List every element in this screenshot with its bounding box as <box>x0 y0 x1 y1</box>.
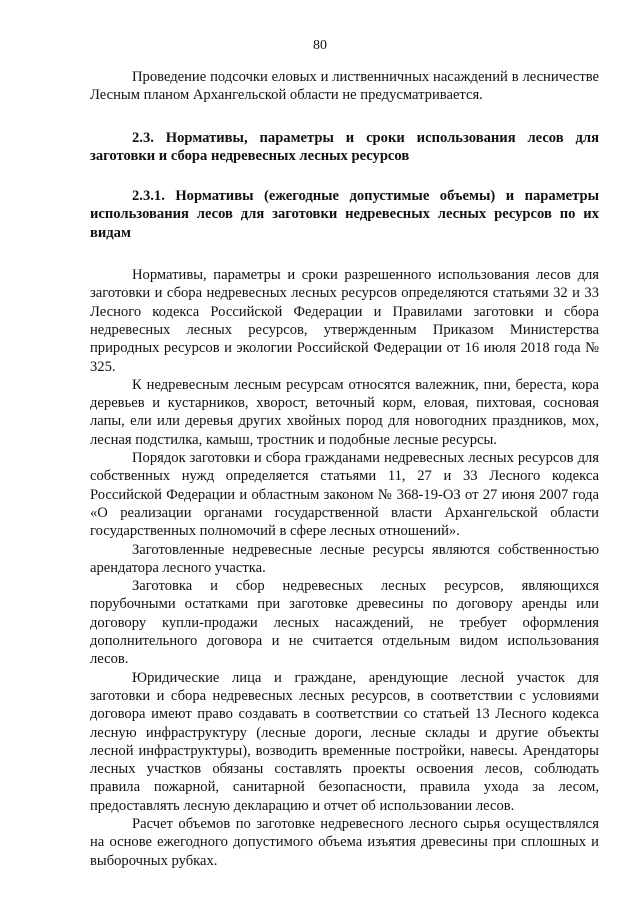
body-paragraph: Расчет объемов по заготовке недревесного лесного сырья осуществлялся на основе ежегодного допустимого объема изъятия древесины при сплошных и выборочных рубках. <box>90 815 599 869</box>
body-paragraph: Порядок заготовки и сбора гражданами недревесных лесных ресурсов для собственных нужд определяется статьями 11, 27 и 33 Лесного кодекса Российской Федерации и областным законом № 368-19-ОЗ от 27 июня 2007 года «О реализации органами государственной власти Архангельской области государственных полномочий в сфере лесных отношений». <box>90 450 599 540</box>
page-content <box>90 68 599 870</box>
body-paragraph: Нормативы, параметры и сроки разрешенного использования лесов для заготовки и сбора недревесных лесных ресурсов определяются статьями 32 и 33 Лесного кодекса Российской Федерации и Правилами заготовки и сбора недревесных лесных ресурсов, утвержденным Приказом Министерства природных ресурсов и экологии Российской Федерации от 16 июля 2018 года № 325. <box>90 267 599 375</box>
body-paragraph: Заготовка и сбор недревесных лесных ресурсов, являющихся порубочными остатками при заготовке древесины по договору аренды или договору купли-продажи лесных насаждений, не требует оформления дополнительного договора и не считается отдельным видом использования лесов. <box>90 578 599 668</box>
spacer <box>90 165 599 187</box>
section-heading: 2.3. Нормативы, параметры и сроки использования лесов для заготовки и сбора недревесных лесных ресурсов <box>90 129 599 164</box>
body-paragraph: Заготовленные недревесные лесные ресурсы являются собственностью арендатора лесного участка. <box>90 541 599 576</box>
page-number: 80 <box>313 38 327 53</box>
body-paragraph: Юридические лица и граждане, арендующие лесной участок для заготовки и сбора недревесных лесных ресурсов, в соответствии с условиями договора имеют право создавать в соответствии со статьей 13 Лесного кодекса лесную инфраструктуру (лесные дороги, лесные склады и другие объекты лесной инфраструктуры), возводить временные постройки, навесы. Арендаторы лесных участков обязаны составлять проекты освоения лесов, соблюдать правила пожарной, санитарной безопасности, правила ухода за лесом, предоставлять лесную декларацию и отчет об использовании лесов. <box>90 669 599 814</box>
spacer <box>90 105 599 129</box>
spacer <box>90 242 599 266</box>
subsection-heading: 2.3.1. Нормативы (ежегодные допустимые объемы) и параметры использования лесов для заготовки недревесных лесных ресурсов по их видам <box>90 188 599 241</box>
body-paragraph: К недревесным лесным ресурсам относятся валежник, пни, береста, кора деревьев и кустарников, хворост, веточный корм, еловая, пихтовая, сосновая лапы, ели или деревья других хвойных пород для новогодних праздников, мох, лесная подстилка, камыш, тростник и подобные лесные ресурсы. <box>90 376 599 448</box>
intro-paragraph: Проведение подсочки еловых и лиственничных насаждений в лесничестве Лесным планом Архангельской области не предусматривается. <box>90 69 599 104</box>
